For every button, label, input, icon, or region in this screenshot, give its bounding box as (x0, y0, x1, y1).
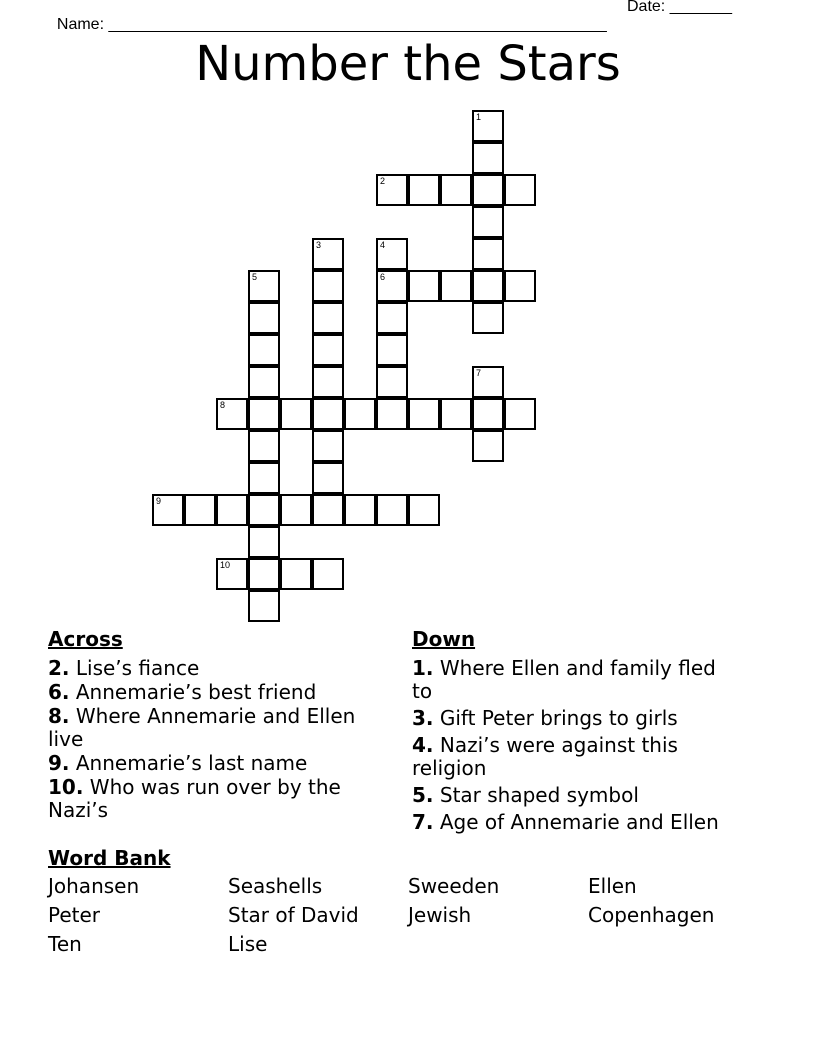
crossword-cell[interactable] (376, 366, 408, 398)
clue-down-7: 7. Age of Annemarie and Ellen (412, 810, 719, 834)
crossword-cell[interactable] (312, 430, 344, 462)
crossword-cell[interactable] (248, 270, 280, 302)
crossword-cell[interactable] (248, 366, 280, 398)
crossword-cell[interactable] (472, 430, 504, 462)
crossword-cell[interactable] (248, 494, 280, 526)
crossword-cell[interactable] (408, 398, 440, 430)
clue-number: 10 (220, 560, 231, 570)
word-bank-word: Copenhagen (588, 903, 715, 927)
name-field[interactable]: Name: ________________________________________________________ (56, 16, 607, 33)
clue-across-2: 2. Lise’s fiance (48, 656, 200, 680)
clue-number: 3 (316, 240, 322, 250)
crossword-cell[interactable] (472, 270, 504, 302)
crossword-cell[interactable] (376, 494, 408, 526)
clue-number: 2 (380, 176, 386, 186)
crossword-cell[interactable] (472, 142, 504, 174)
crossword-cell[interactable] (408, 174, 440, 206)
crossword-cell[interactable] (440, 398, 472, 430)
clue-number: 1 (476, 112, 482, 122)
crossword-cell[interactable] (184, 494, 216, 526)
crossword-cell[interactable] (440, 174, 472, 206)
crossword-cell[interactable] (504, 174, 536, 206)
crossword-cell[interactable] (216, 494, 248, 526)
down-heading: Down (412, 627, 476, 651)
crossword-cell[interactable] (312, 334, 344, 366)
crossword-cell[interactable] (376, 302, 408, 334)
crossword-cell[interactable] (312, 238, 344, 270)
crossword-cell[interactable] (312, 302, 344, 334)
clue-down-1: 1. Where Ellen and family fled to (412, 656, 716, 703)
clue-across-9: 9. Annemarie’s last name (48, 751, 308, 775)
crossword-cell[interactable] (248, 526, 280, 558)
word-bank-word: Peter (48, 903, 101, 927)
crossword-cell[interactable] (472, 238, 504, 270)
word-bank-word: Star of David (228, 903, 359, 927)
crossword-cell[interactable] (312, 494, 344, 526)
crossword-cell[interactable] (248, 430, 280, 462)
crossword-cell[interactable] (280, 558, 312, 590)
word-bank-heading: Word Bank (48, 846, 171, 870)
date-field[interactable]: Date: _______ (627, 0, 732, 15)
crossword-cell[interactable] (344, 398, 376, 430)
clue-number: 5 (252, 272, 258, 282)
crossword-cell[interactable] (472, 206, 504, 238)
crossword-cell[interactable] (248, 334, 280, 366)
clue-across-8: 8. Where Annemarie and Ellen live (48, 704, 356, 751)
clue-down-5: 5. Star shaped symbol (412, 783, 639, 807)
crossword-cell[interactable] (504, 398, 536, 430)
clue-number: 8 (220, 400, 226, 410)
crossword-cell[interactable] (312, 366, 344, 398)
crossword-cell[interactable] (152, 494, 184, 526)
page-title: Number the Stars (195, 36, 621, 92)
word-bank-word: Jewish (408, 903, 472, 927)
word-bank-word: Johansen (48, 874, 140, 898)
word-bank-word: Ten (48, 932, 82, 956)
crossword-cell[interactable] (376, 334, 408, 366)
word-bank-word: Lise (228, 932, 268, 956)
crossword-cell[interactable] (280, 398, 312, 430)
across-clues (48, 628, 378, 823)
crossword-cell[interactable] (376, 398, 408, 430)
crossword-cell[interactable] (312, 462, 344, 494)
crossword-cell[interactable] (248, 302, 280, 334)
crossword-cell[interactable] (472, 398, 504, 430)
crossword-cell[interactable] (472, 110, 504, 142)
crossword-cell[interactable] (376, 238, 408, 270)
crossword-cell[interactable] (440, 270, 472, 302)
crossword-cell[interactable] (472, 302, 504, 334)
crossword-cell[interactable] (312, 398, 344, 430)
crossword-cell[interactable] (504, 270, 536, 302)
crossword-cell[interactable] (248, 398, 280, 430)
across-heading: Across (48, 627, 123, 651)
word-bank-word: Seashells (228, 874, 323, 898)
crossword-cell[interactable] (408, 494, 440, 526)
crossword-cell[interactable] (376, 174, 408, 206)
crossword-cell[interactable] (248, 590, 280, 622)
crossword-cell[interactable] (280, 494, 312, 526)
crossword-cell[interactable] (408, 270, 440, 302)
crossword-cell[interactable] (376, 270, 408, 302)
word-bank (48, 846, 768, 956)
crossword-cell[interactable] (472, 174, 504, 206)
crossword-cell[interactable] (216, 398, 248, 430)
crossword-cell[interactable] (472, 366, 504, 398)
crossword-cell[interactable] (248, 462, 280, 494)
word-bank-word: Sweeden (408, 874, 500, 898)
crossword-cell[interactable] (248, 558, 280, 590)
down-clues (412, 628, 742, 838)
clue-across-10: 10. Who was run over by the Nazi’s (48, 775, 341, 822)
crossword-cell[interactable] (312, 558, 344, 590)
clue-number: 7 (476, 368, 482, 378)
clue-number: 6 (380, 272, 386, 282)
clue-number: 9 (156, 496, 162, 506)
crossword-cell[interactable] (216, 558, 248, 590)
clue-number: 4 (380, 240, 386, 250)
crossword-cell[interactable] (344, 494, 376, 526)
word-bank-word: Ellen (588, 874, 637, 898)
clue-down-3: 3. Gift Peter brings to girls (412, 706, 678, 730)
clue-down-4: 4. Nazi’s were against this religion (412, 733, 678, 780)
crossword-cell[interactable] (312, 270, 344, 302)
clue-across-6: 6. Annemarie’s best friend (48, 680, 317, 704)
